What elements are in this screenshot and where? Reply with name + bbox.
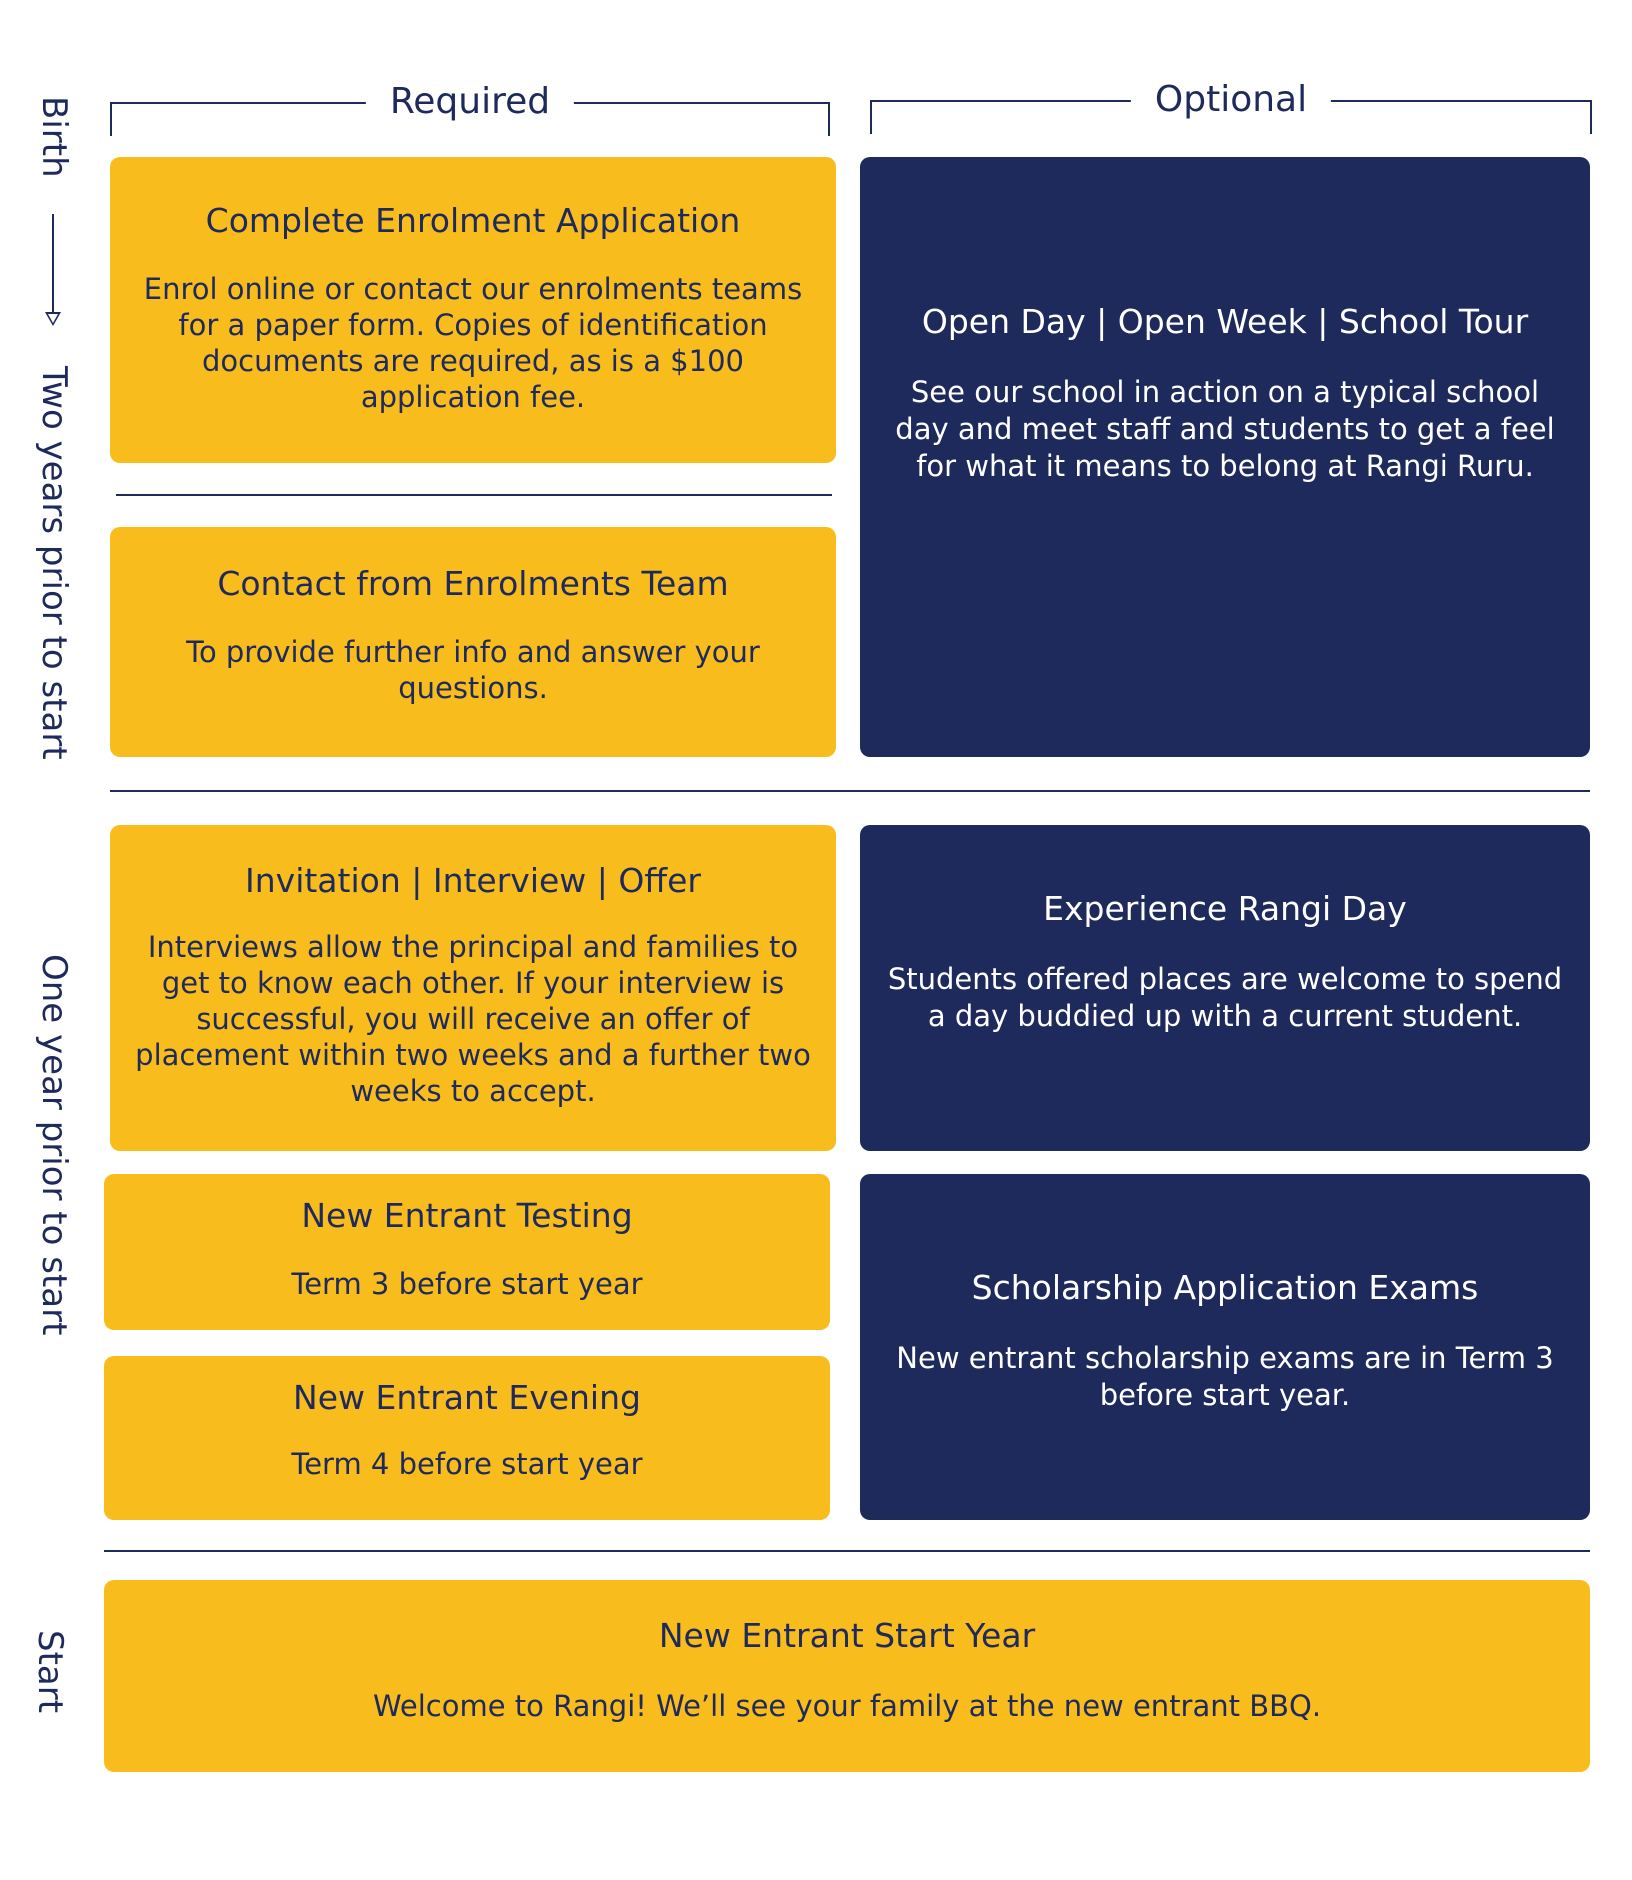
interview-offer-card xyxy=(110,825,836,1151)
section-divider-one-year xyxy=(110,790,1590,792)
open-day-title: Open Day | Open Week | School Tour xyxy=(921,302,1529,341)
open-day-desc: See our school in action on a typical school day and meet staff and students to get a feel for what it means to belong at Rangi Ruru. xyxy=(895,375,1555,483)
entrant-evening-title: New Entrant Evening xyxy=(293,1378,641,1417)
timeline-one-year-label: One year prior to start xyxy=(34,954,74,1336)
scholarship-exams-card xyxy=(860,1174,1590,1520)
required-divider xyxy=(116,494,832,496)
open-day-card xyxy=(860,157,1590,757)
start-year-card xyxy=(104,1580,1590,1772)
interview-offer-title: Invitation | Interview | Offer xyxy=(245,861,701,900)
start-year-title: New Entrant Start Year xyxy=(658,1616,1036,1655)
experience-rangi-card xyxy=(860,825,1590,1151)
optional-header xyxy=(870,78,1592,118)
timeline-birth-label: Birth xyxy=(34,96,74,178)
timeline-two-years-label: Two years prior to start xyxy=(34,366,74,760)
required-header-label: Required xyxy=(366,80,574,124)
enrolment-application-desc: Enrol online or contact our enrolments teams for a paper form. Copies of identification documents are required, as is a $100 application fee. xyxy=(143,272,803,414)
enrolment-application-title: Complete Enrolment Application xyxy=(205,201,741,240)
scholarship-exams-title: Scholarship Application Exams xyxy=(971,1268,1479,1307)
section-divider-start xyxy=(104,1550,1590,1552)
enrolments-contact-desc: To provide further info and answer your questions. xyxy=(186,635,760,705)
entrant-evening-desc: Term 4 before start year xyxy=(291,1447,643,1481)
entrant-testing-card xyxy=(104,1174,830,1330)
required-header xyxy=(110,80,830,120)
experience-rangi-desc: Students offered places are welcome to spend a day buddied up with a current student. xyxy=(887,962,1563,1033)
enrolments-contact-card xyxy=(110,527,836,757)
scholarship-exams-desc: New entrant scholarship exams are in Term 3 before start year. xyxy=(896,1341,1554,1412)
entrant-evening-card xyxy=(104,1356,830,1520)
experience-rangi-title: Experience Rangi Day xyxy=(1043,889,1407,928)
enrolments-contact-title: Contact from Enrolments Team xyxy=(217,564,729,603)
entrant-testing-desc: Term 3 before start year xyxy=(291,1267,643,1301)
start-year-desc: Welcome to Rangi! We’ll see your family at the new entrant BBQ. xyxy=(372,1689,1322,1723)
timeline-arrow-line xyxy=(52,214,54,314)
timeline-start-label: Start xyxy=(30,1630,70,1714)
optional-header-label: Optional xyxy=(1131,78,1331,122)
interview-offer-desc: Interviews allow the principal and families to get to know each other. If your interview is successful, you will receive an offer of placement within two weeks and a further two weeks to accept. xyxy=(135,930,811,1108)
arrow-down-icon xyxy=(45,312,61,326)
enrolment-application-card xyxy=(110,157,836,463)
entrant-testing-title: New Entrant Testing xyxy=(301,1196,633,1235)
